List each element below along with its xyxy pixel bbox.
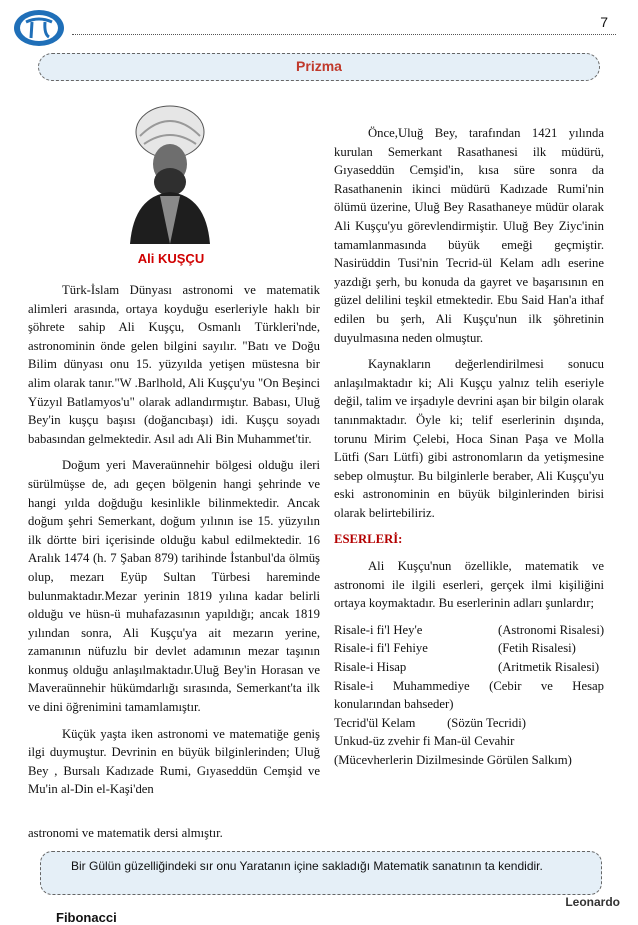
list-item: (Mücevherlerin Dizilmesinde Görülen Salkım) — [334, 753, 572, 767]
paragraph: Doğum yeri Maveraünnehir bölgesi olduğu ileri sürülmüşse de, adı geçen bölgenin hangi şehrinde ve hangi yılda doğduğu kesinlikle bilinmektedir. Ancak doğum şehri Semerkant, doğum yılının ise 15. yüzyılın ilk dörtte biri içerisinde olduğu kabul edilmektedir. 16 Aralık 1474 (h. 7 Şaban 879) tarihinde İstanbul'da ölmüş olup, mezarı Eyüp Sultan Türbesi hareminde bulunmaktadır.Mezar yerinin 1819 yılına kadar belirli olduğu ve hüsn-ü muhafazasının yapıldığı; ancak 1819 yılından sonra, Ali Kuşçu'ya ait mezarın yerine, zamanının nüfuzlu bir devlet adamının mezar taşının konmuş olduğu anlaşılmaktadır.Uluğ Bey'in Horasan ve Maveraünnehir hükümdarlığı sırasında, Semerkant'ta ilk ve dini öğrenimini tamamlamıştır. — [28, 458, 320, 715]
quote-box — [40, 851, 602, 895]
section-banner — [38, 53, 600, 81]
work-title: Risale-i Hisap — [334, 660, 407, 675]
cut-off-text: Fibonacci — [56, 910, 117, 925]
left-column — [28, 281, 320, 807]
list-item — [334, 639, 604, 658]
header-divider — [72, 34, 616, 35]
work-title: Risale-i fi'l Fehiye — [334, 641, 428, 656]
list-item: Tecrid'ül Kelam (Sözün Tecridi) — [334, 715, 526, 730]
works-heading: ESERLERİ: — [334, 532, 403, 547]
section-title: Prizma — [296, 58, 342, 74]
right-column — [334, 124, 604, 770]
paragraph: Önce,Uluğ Bey, tarafından 1421 yılında kurulan Semerkant Rasathanesi ilk müdürü, Gıyaseddün Cemşid'in, kısa süre sonra da Rasathanenin ikinci müdürü Kadızade Rumi'nin ölümü üzerine, Uluğ Bey Rasathaneye müdür olarak Ali Kuşçu'yu görevlendirmiştir. Uluğ Bey Ziyc'inin tamamlanmasında büyük emeği geçmiştir. Nasirüddin Tusi'nin Tecrid-ül Kelam adlı eserine yazdığı şerh, bu konuda da gayret ve başarısının en güzel delilini teşkil etmektedir. Ebu Said Han'a ithaf edilen bu şerh, Ali Kuşçu'nun ilk şöhretinin duyulmasına neden olmuştur. — [334, 126, 604, 345]
list-item: Risale-i Muhammediye (Cebir ve Hesap konularından bahseder) — [334, 678, 604, 712]
list-item: Unkud-üz zvehir fi Man-ül Cevahir — [334, 734, 515, 749]
work-title: Risale-i fi'l Hey'e — [334, 622, 423, 637]
work-note: (Astronomi Risalesi) — [498, 622, 605, 637]
portrait-image — [120, 96, 220, 244]
work-note: (Fetih Risalesi) — [498, 641, 576, 656]
quote-author: Leonardo — [565, 895, 620, 909]
work-note: (Aritmetik Risalesi) — [498, 660, 600, 675]
portrait-caption: Ali KUŞÇU — [137, 251, 205, 266]
page-number: 7 — [600, 14, 608, 30]
quote-text: Bir Gülün güzelliğindeki sır onu Yaratanın içine sakladığı Matematik sanatının ta kendidir. — [71, 859, 543, 873]
paragraph: Türk-İslam Dünyası astronomi ve matematik alimleri arasında, ortaya koyduğu eserleriyle haklı bir şöhrete sahip Ali Kuşçu, Osmanlı Türkleri'nde, astronominin önde gelen bilgini sayılır. "Batı ve Doğu Bilim dünyası onu 15. yüzyılda yetişen müstesna bir alim olarak tanır."W .Barlhold, Ali Kuşçu'yu "On Beşinci Yüzyıl Batlamyos'u" olarak adlandırmıştır. Babası, Uluğ Bey'in kuşçu başısı (doğancıbaşı) idi. Kuşçu soyadı babasından gelmektedir. Asıl adı Ali Bin Muhammet'tir. — [28, 283, 320, 446]
works-intro: Ali Kuşçu'nun özellikle, matematik ve astronomi ile ilgili eserleri, gerçek ilmi kişiliğini ortaya koymaktadır. Bu eserlerinin adları şunlardır; — [334, 559, 604, 611]
list-item — [334, 658, 604, 677]
paragraph: Küçük yaşta iken astronomi ve matematiğe geniş ilgi duymuştur. Devrinin en büyük bilginlerinden; Uluğ Bey , Bursalı Kadızade Rumi, Gıyaseddün Cemşid ve Mu'in al-Din el-Kaşi'den — [28, 726, 320, 797]
works-list — [334, 621, 604, 770]
paragraph-continuation: astronomi ve matematik dersi almıştır. — [28, 826, 223, 840]
pi-logo-icon — [12, 8, 66, 48]
paragraph: Kaynakların değerlendirilmesi sonucu anlaşılmaktadır ki; Ali Kuşçu yalnız telih eseriyle değil, talim ve irşadıyle devrini aşan bir bilgin olarak tanınmaktadır. Öyle ki; telif eserlerinin dışında, torunu Mirim Çelebi, Hoca Sinan Paşa ve Molla Lütfi (Sarı Lütfi) gibi astronomların da yetişmesine sebep olmuştur. Bu bilginlerle beraber, Ali Kuşçu'yu eski astronominin en büyük bilginlerinden birisi olarak belirtebiliriz. — [334, 357, 604, 520]
list-item — [334, 621, 604, 640]
